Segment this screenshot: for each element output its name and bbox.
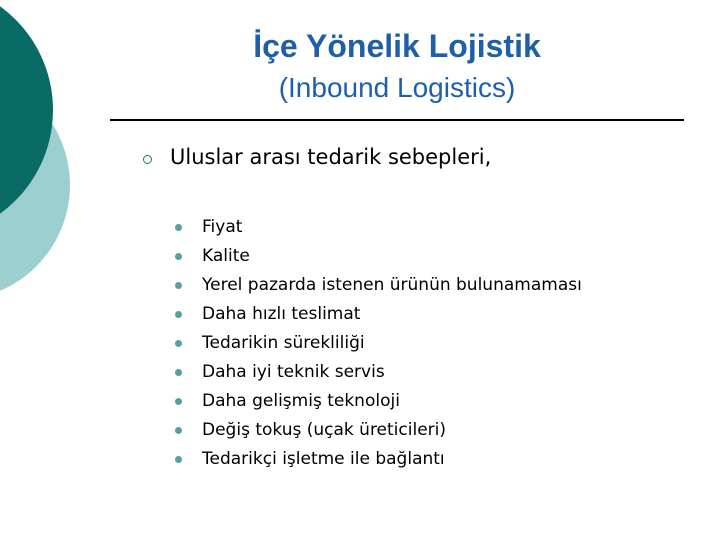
dot-bullet-icon	[175, 224, 182, 231]
dot-bullet-icon	[175, 456, 182, 463]
list-item-text: Tedarikin sürekliliği	[202, 333, 365, 353]
list-item-text: Daha iyi teknik servis	[202, 362, 385, 382]
list-item-text: Daha gelişmiş teknoloji	[202, 391, 400, 411]
list-item-text: Yerel pazarda istenen ürünün bulunamaması	[202, 275, 582, 295]
list-item-text: Kalite	[202, 246, 250, 266]
dot-bullet-icon	[175, 340, 182, 347]
dot-bullet-icon	[175, 282, 182, 289]
main-bullet-text: Uluslar arası tedarik sebepleri,	[170, 145, 492, 169]
dot-bullet-icon	[175, 427, 182, 434]
decorative-circles	[0, 0, 90, 300]
ring-bullet-icon	[143, 155, 152, 164]
slide-subtitle: (Inbound Logistics)	[278, 72, 516, 103]
title-divider	[110, 119, 684, 121]
list-item-text: Değiş tokuş (uçak üreticileri)	[202, 420, 447, 440]
list-item-text: Daha hızlı teslimat	[202, 304, 361, 324]
dot-bullet-icon	[175, 253, 182, 260]
dot-bullet-icon	[175, 311, 182, 318]
dot-bullet-icon	[175, 398, 182, 405]
list-item-text: Fiyat	[202, 217, 243, 237]
list-item-text: Tedarikçi işletme ile bağlantı	[202, 449, 445, 469]
dot-bullet-icon	[175, 369, 182, 376]
slide-title: İçe Yönelik Lojistik	[253, 28, 541, 64]
